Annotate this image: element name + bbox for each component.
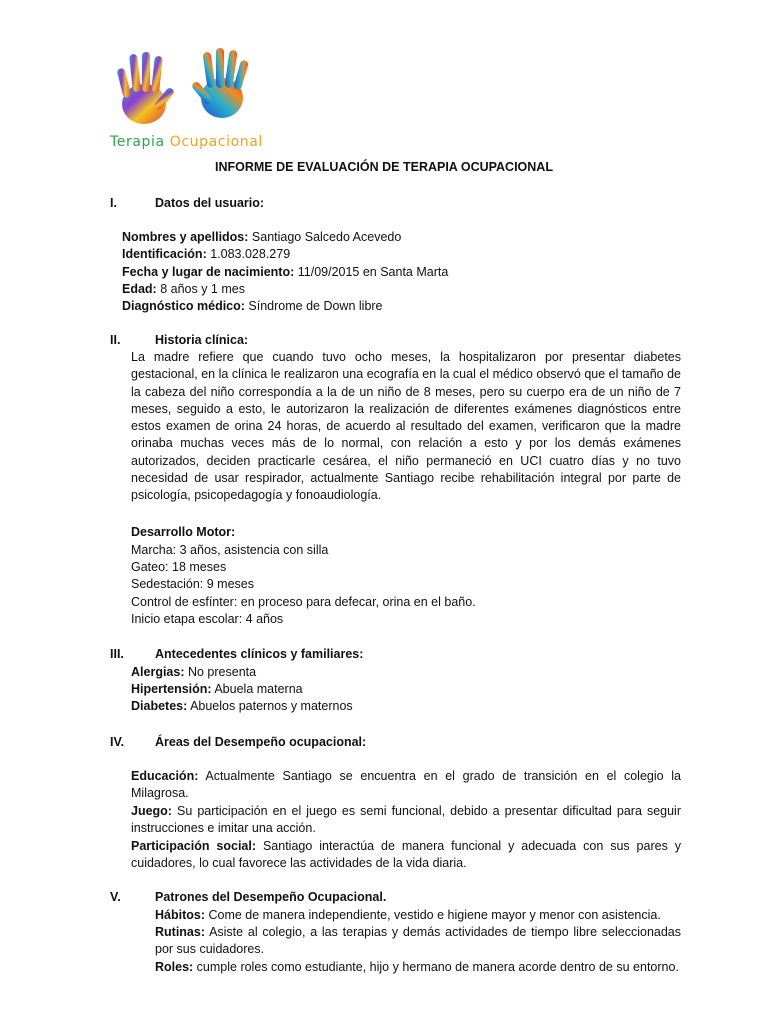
historia-clinica-paragraph: La madre refiere que cuando tuvo ocho meses, la hospitalizaron por presentar diabetes gestacional, en la clínica le realizaron una ecografía en la cual el médico observó que el tamaño de la cabeza del niño correspondía a la de un niño de 8 meses, pero su cuerpo era de un niño de 7 meses, seguido a esto, le autorizaron la realización de diferentes exámenes diagnósticos entre estos examen de orina 24 horas, de acuerdo al resultado del examen, verificaron que la madre orinaba muchas veces más de lo normal, con relación a esto y por los demás exámenes autorizados, deciden practicarle cesárea, el niño permaneció en UCI cuatro días y no tuvo necesidad de usar respirador, actualmente Santiago recibe rehabilitación integral por parte de psicología, psicopedagogía y fonoaudiología. [131, 350, 681, 503]
patron-rutinas: Rutinas: Asiste al colegio, a las terapias y demás actividades de tiempo libre seleccionadas por sus cuidadores. [155, 925, 681, 957]
motor-item: Sedestación: 9 meses [131, 577, 254, 591]
area-participacion-social: Participación social: Santiago interactúa de manera funcional y adecuada con sus pares y cuidadores, lo cual favorece las actividades de la vida diaria. [131, 839, 681, 871]
logo-word-ocupacional: Ocupacional [169, 134, 263, 150]
area-educacion: Educación: Actualmente Santiago se encuentra en el grado de transición en el colegio la Milagrosa. [131, 769, 681, 801]
logo-text [110, 134, 263, 150]
section-heading: Antecedentes clínicos y familiares: [155, 647, 364, 661]
field-diabetes: Diabetes: Abuelos paternos y maternos [131, 699, 353, 713]
section-heading: Datos del usuario: [155, 196, 265, 210]
motor-item: Marcha: 3 años, asistencia con silla [131, 543, 329, 557]
patron-habitos: Hábitos: Come de manera independiente, vestido e higiene mayor y menor con asistencia. [155, 908, 661, 922]
field-hipertension: Hipertensión: Abuela materna [131, 682, 303, 696]
section-number: V. [110, 890, 121, 904]
area-juego: Juego: Su participación en el juego es semi funcional, debido a presentar dificultad para seguir instrucciones e imitar una acción. [131, 804, 681, 836]
motor-item: Control de esfínter: en proceso para defecar, orina en el baño. [131, 595, 476, 609]
section-number: III. [110, 647, 124, 661]
logo-word-terapia: Terapia [110, 134, 165, 150]
field-edad: Edad: 8 años y 1 mes [122, 282, 245, 296]
terapia-ocupacional-logo [104, 46, 274, 158]
field-diagnostico: Diagnóstico médico: Síndrome de Down libre [122, 299, 383, 313]
section-number: IV. [110, 735, 125, 749]
document-title: INFORME DE EVALUACIÓN DE TERAPIA OCUPACIONAL [215, 160, 553, 174]
field-nacimiento: Fecha y lugar de nacimiento: 11/09/2015 en Santa Marta [122, 265, 449, 279]
section-number: II. [110, 333, 121, 347]
field-nombres: Nombres y apellidos: Santiago Salcedo Acevedo [122, 230, 402, 244]
patron-roles: Roles: cumple roles como estudiante, hijo y hermano de manera acorde dentro de su entorno. [155, 960, 679, 974]
motor-heading: Desarrollo Motor: [131, 525, 236, 539]
section-heading: Áreas del Desempeño ocupacional: [155, 735, 367, 749]
field-identificacion: Identificación: 1.083.028.279 [122, 247, 291, 261]
motor-item: Gateo: 18 meses [131, 560, 227, 574]
field-alergias: Alergias: No presenta [131, 665, 257, 679]
motor-item: Inicio etapa escolar: 4 años [131, 612, 284, 626]
section-number: I. [110, 196, 117, 210]
painted-hands-icon [104, 46, 274, 136]
section-heading: Historia clínica: [155, 333, 249, 347]
section-heading: Patrones del Desempeño Ocupacional. [155, 890, 387, 904]
